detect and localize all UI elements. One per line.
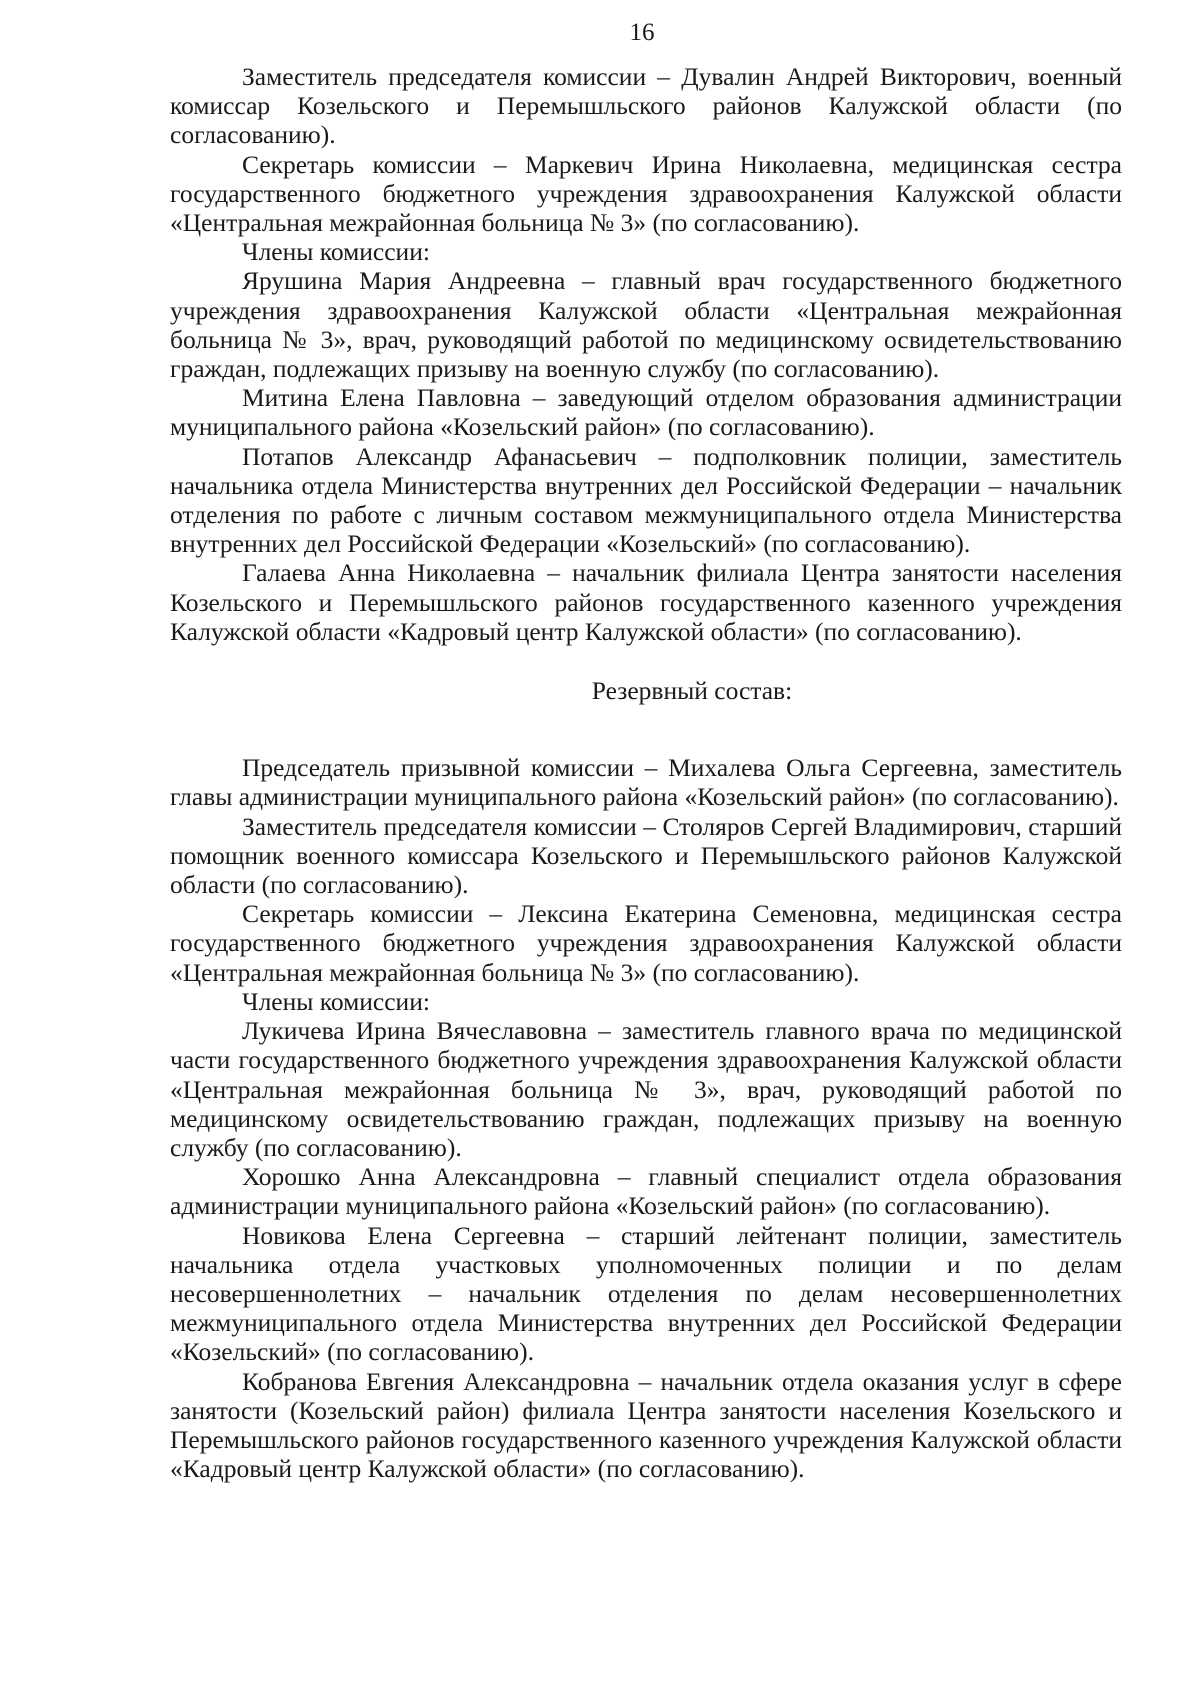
reserve-member-paragraph: Новикова Елена Сергеевна – старший лейтенант полиции, заместитель начальника отдела участковых уполномоченных полиции и по делам несовершеннолетних – начальник отделения по делам несовершеннолетних межмуниципального отдела Министерства внутренних дел Российской Федерации «Козельский» (по согласованию). xyxy=(170,1220,1122,1367)
main-members-label: Члены комиссии: xyxy=(242,237,430,267)
reserve-secretary-paragraph: Секретарь комиссии – Лексина Екатерина Семеновна, медицинская сестра государственного бюджетного учреждения здравоохранения Калужской области «Центральная межрайонная больница № 3» (по согласованию). xyxy=(170,899,1122,987)
reserve-deputy-chairman-paragraph: Заместитель председателя комиссии – Столяров Сергей Владимирович, старший помощник военного комиссара Козельского и Перемышльского районов Калужской области (по согласованию). xyxy=(170,811,1122,900)
main-member-paragraph: Потапов Александр Афанасьевич – подполковник полиции, заместитель начальника отдела Министерства внутренних дел Российской Федерации – начальник отделения по работе с личным составом межмуниципального отдела Министерства внутренних дел Российской Федерации «Козельский» (по согласованию). xyxy=(170,441,1122,559)
main-member-paragraph: Митина Елена Павловна – заведующий отделом образования администрации муниципального района «Козельский район» (по согласованию). xyxy=(170,383,1122,442)
main-secretary-paragraph: Секретарь комиссии – Маркевич Ирина Николаевна, медицинская сестра государственного бюджетного учреждения здравоохранения Калужской области «Центральная межрайонная больница № 3» (по согласованию). xyxy=(170,149,1122,238)
main-member-paragraph: Галаева Анна Николаевна – начальник филиала Центра занятости населения Козельского и Перемышльского районов государственного казенного учреждения Калужской области «Кадровый центр Калужской области» (по согласованию). xyxy=(170,558,1122,646)
reserve-member-paragraph: Лукичева Ирина Вячеславовна – заместитель главного врача по медицинской части государственного бюджетного учреждения здравоохранения Калужской области «Центральная межрайонная больница № 3», врач, руководящий работой по медицинскому освидетельствованию граждан, подлежащих призыву на военную службу (по согласованию). xyxy=(170,1016,1122,1162)
reserve-chairman-paragraph: Председатель призывной комиссии – Михалева Ольга Сергеевна, заместитель главы администрации муниципального района «Козельский район» (по согласованию). xyxy=(170,753,1122,812)
reserve-members-label: Члены комиссии: xyxy=(242,986,430,1016)
page-number: 16 xyxy=(629,19,655,46)
reserve-member-paragraph: Кобранова Евгения Александровна – начальник отдела оказания услуг в сфере занятости (Козельский район) филиала Центра занятости населения Козельского и Перемышльского районов государственного казенного учреждения Калужской области «Кадровый центр Калужской области» (по согласованию). xyxy=(170,1366,1122,1484)
reserve-section-heading: Резервный состав: xyxy=(591,676,793,706)
document-body xyxy=(170,62,1122,1483)
reserve-member-paragraph: Хорошко Анна Александровна – главный специалист отдела образования администрации муниципального района «Козельский район» (по согласованию). xyxy=(170,1162,1122,1221)
main-deputy-chairman-paragraph: Заместитель председателя комиссии – Дувалин Андрей Викторович, военный комиссар Козельского и Перемышльского районов Калужской области (по согласованию). xyxy=(170,62,1122,150)
main-member-paragraph: Ярушина Мария Андреевна – главный врач государственного бюджетного учреждения здравоохранения Калужской области «Центральная межрайонная больница № 3», врач, руководящий работой по медицинскому освидетельствованию граждан, подлежащих призыву на военную службу (по согласованию). xyxy=(170,266,1122,384)
